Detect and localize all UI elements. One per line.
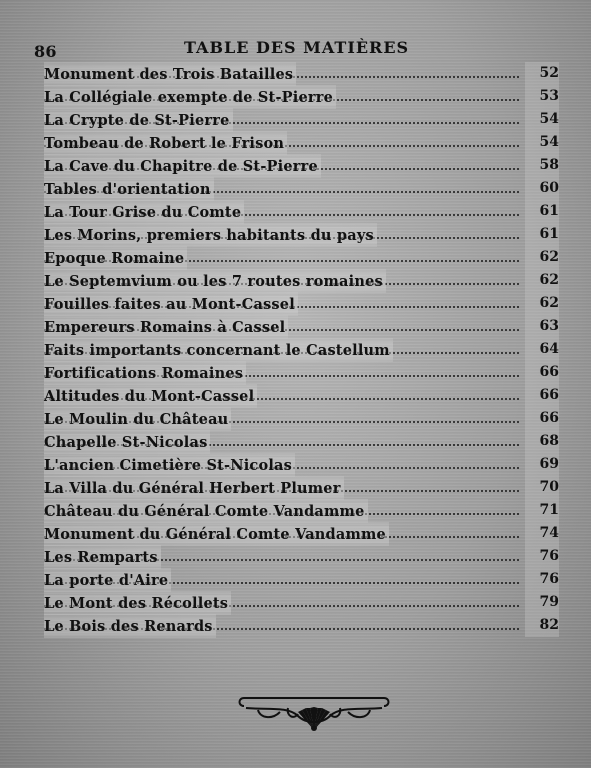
toc-entry-title: La Cave du Chapitre de St-Pierre bbox=[44, 158, 321, 175]
toc-entry bbox=[44, 200, 559, 223]
toc-entry bbox=[44, 522, 559, 545]
toc-entry bbox=[44, 545, 559, 568]
toc-entry-title: Le Mont des Récollets bbox=[44, 595, 231, 612]
toc-entry bbox=[44, 292, 559, 315]
toc-entry-page: 79 bbox=[525, 591, 559, 614]
toc-entry bbox=[44, 154, 559, 177]
toc-entry-page: 66 bbox=[525, 384, 559, 407]
toc-entry-title-wrap bbox=[44, 591, 231, 615]
toc-entry-title-wrap bbox=[44, 108, 233, 132]
toc-entry-page: 61 bbox=[525, 200, 559, 223]
toc-entry bbox=[44, 453, 559, 476]
toc-entry-title: Monument du Général Comte Vandamme bbox=[44, 526, 389, 543]
toc-entry-title: Empereurs Romains à Cassel bbox=[44, 319, 288, 336]
toc-entry-title-wrap bbox=[44, 62, 296, 86]
toc-entry-page: 54 bbox=[525, 131, 559, 154]
toc-entry-page: 52 bbox=[525, 62, 559, 85]
toc-entry bbox=[44, 568, 559, 591]
toc-entry-title: La porte d'Aire bbox=[44, 572, 171, 589]
toc-entry bbox=[44, 614, 559, 637]
toc-entry-page: 71 bbox=[525, 499, 559, 522]
toc-entry bbox=[44, 62, 559, 85]
toc-entry-title-wrap bbox=[44, 292, 298, 316]
toc-entry-title: Les Morins, premiers habitants du pays bbox=[44, 227, 377, 244]
toc-entry-page: 63 bbox=[525, 315, 559, 338]
toc-entry-title-wrap bbox=[44, 177, 214, 201]
toc-entry-page: 69 bbox=[525, 453, 559, 476]
toc-entry-title: Le Septemvium ou les 7 routes romaines bbox=[44, 273, 386, 290]
toc-entry bbox=[44, 499, 559, 522]
toc-entry-page: 64 bbox=[525, 338, 559, 361]
toc-entry-title: L'ancien Cimetière St-Nicolas bbox=[44, 457, 295, 474]
table-of-contents bbox=[44, 62, 559, 637]
toc-entry bbox=[44, 131, 559, 154]
toc-entry-title: Monument des Trois Batailles bbox=[44, 66, 296, 83]
toc-entry-title-wrap bbox=[44, 522, 389, 546]
toc-entry-page: 76 bbox=[525, 568, 559, 591]
toc-entry-title: Tombeau de Robert le Frison bbox=[44, 135, 287, 152]
toc-entry bbox=[44, 108, 559, 131]
palmette-ornament-icon bbox=[236, 690, 392, 734]
toc-entry-title: Altitudes du Mont-Cassel bbox=[44, 388, 257, 405]
toc-entry bbox=[44, 338, 559, 361]
toc-entry-page: 66 bbox=[525, 361, 559, 384]
toc-entry bbox=[44, 246, 559, 269]
toc-entry-title-wrap bbox=[44, 269, 386, 293]
toc-entry-title-wrap bbox=[44, 154, 321, 178]
toc-entry-title: La Tour Grise du Comte bbox=[44, 204, 244, 221]
toc-entry bbox=[44, 407, 559, 430]
toc-entry bbox=[44, 361, 559, 384]
toc-entry-title: Les Remparts bbox=[44, 549, 161, 566]
toc-entry-title: Chapelle St-Nicolas bbox=[44, 434, 210, 451]
toc-entry-title: La Villa du Général Herbert Plumer bbox=[44, 480, 344, 497]
toc-entry-title: Le Bois des Renards bbox=[44, 618, 216, 635]
toc-entry-title: Le Moulin du Château bbox=[44, 411, 231, 428]
toc-entry bbox=[44, 315, 559, 338]
toc-entry-title-wrap bbox=[44, 568, 171, 592]
toc-entry-page: 62 bbox=[525, 246, 559, 269]
toc-entry bbox=[44, 177, 559, 200]
toc-entry bbox=[44, 430, 559, 453]
toc-entry-page: 54 bbox=[525, 108, 559, 131]
toc-entry-title-wrap bbox=[44, 361, 246, 385]
page-title: TABLE DES MATIÈRES bbox=[184, 38, 410, 57]
toc-entry bbox=[44, 269, 559, 292]
toc-entry-page: 74 bbox=[525, 522, 559, 545]
toc-entry-title-wrap bbox=[44, 499, 368, 523]
toc-entry-title: Tables d'orientation bbox=[44, 181, 214, 198]
toc-entry bbox=[44, 591, 559, 614]
toc-entry bbox=[44, 384, 559, 407]
toc-entry-title: Faits importants concernant le Castellum bbox=[44, 342, 393, 359]
toc-entry-title-wrap bbox=[44, 200, 244, 224]
toc-entry-page: 60 bbox=[525, 177, 559, 200]
toc-entry-title-wrap bbox=[44, 614, 216, 638]
toc-entry-title-wrap bbox=[44, 384, 257, 408]
toc-entry-page: 58 bbox=[525, 154, 559, 177]
toc-entry bbox=[44, 85, 559, 108]
toc-entry bbox=[44, 223, 559, 246]
toc-entry-page: 53 bbox=[525, 85, 559, 108]
toc-entry-title-wrap bbox=[44, 338, 393, 362]
toc-entry-title: La Collégiale exempte de St-Pierre bbox=[44, 89, 336, 106]
toc-entry-page: 68 bbox=[525, 430, 559, 453]
page-number: 86 bbox=[34, 42, 57, 61]
toc-entry-title: La Crypte de St-Pierre bbox=[44, 112, 233, 129]
toc-entry-title-wrap bbox=[44, 315, 288, 339]
toc-entry-page: 76 bbox=[525, 545, 559, 568]
toc-entry-title: Fortifications Romaines bbox=[44, 365, 246, 382]
toc-entry-title: Epoque Romaine bbox=[44, 250, 187, 267]
toc-entry-page: 70 bbox=[525, 476, 559, 499]
toc-entry-title-wrap bbox=[44, 453, 295, 477]
toc-entry-title: Fouilles faites au Mont-Cassel bbox=[44, 296, 298, 313]
toc-entry-title-wrap bbox=[44, 476, 344, 500]
toc-entry-title-wrap bbox=[44, 246, 187, 270]
toc-entry bbox=[44, 476, 559, 499]
toc-entry-title-wrap bbox=[44, 407, 231, 431]
toc-entry-page: 62 bbox=[525, 292, 559, 315]
toc-entry-title-wrap bbox=[44, 545, 161, 569]
toc-entry-title-wrap bbox=[44, 430, 210, 454]
toc-entry-page: 66 bbox=[525, 407, 559, 430]
toc-entry-page: 62 bbox=[525, 269, 559, 292]
toc-entry-page: 61 bbox=[525, 223, 559, 246]
toc-entry-title-wrap bbox=[44, 85, 336, 109]
toc-entry-page: 82 bbox=[525, 614, 559, 637]
page-header bbox=[34, 36, 554, 60]
toc-entry-title-wrap bbox=[44, 223, 377, 247]
toc-entry-title: Château du Général Comte Vandamme bbox=[44, 503, 368, 520]
toc-entry-title-wrap bbox=[44, 131, 287, 155]
